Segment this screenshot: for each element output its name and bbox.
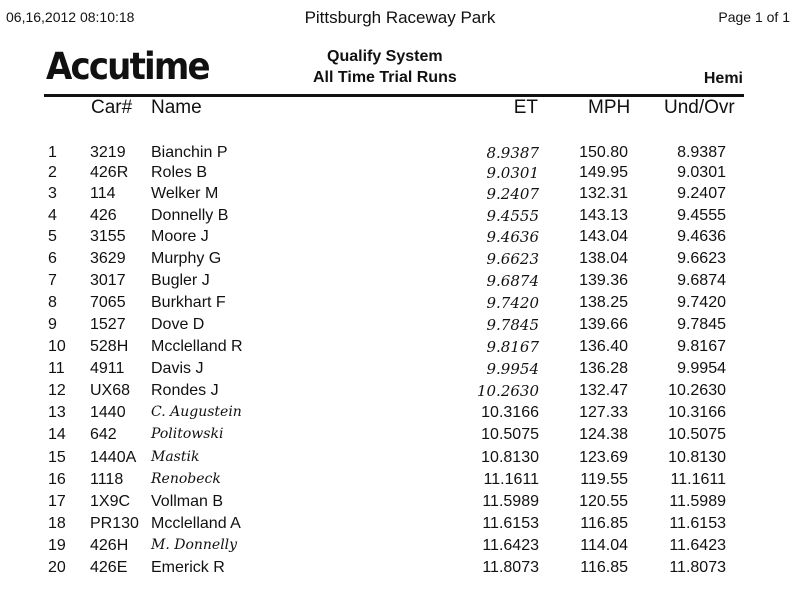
column-header-und-ovr: Und/Ovr <box>664 97 735 118</box>
driver-name: Murphy G <box>151 250 222 267</box>
table-row <box>0 559 800 579</box>
under-over: 9.4555 <box>677 207 726 224</box>
table-row <box>0 338 800 358</box>
car-number: 426E <box>90 559 128 576</box>
class-label: Hemi <box>703 70 743 87</box>
elapsed-time: 8.9387 <box>486 144 539 162</box>
car-number: 3017 <box>90 272 126 289</box>
speed-mph: 149.95 <box>579 164 628 181</box>
elapsed-time: 9.4555 <box>486 207 539 225</box>
position: 11 <box>48 360 65 377</box>
driver-name: Renobeck <box>151 471 221 487</box>
elapsed-time: 9.6874 <box>486 272 539 290</box>
speed-mph: 139.66 <box>579 316 628 333</box>
position: 7 <box>48 272 57 289</box>
column-header-car: Car# <box>91 97 133 118</box>
car-number: 4911 <box>90 360 125 377</box>
speed-mph: 116.85 <box>580 515 628 532</box>
elapsed-time: 9.7420 <box>486 294 539 312</box>
position: 1 <box>48 144 57 161</box>
table-row <box>0 316 800 336</box>
table-row <box>0 164 800 184</box>
table-row <box>0 471 800 491</box>
system-title: Qualify System <box>327 48 443 65</box>
elapsed-time: 11.5989 <box>482 493 539 510</box>
under-over: 10.3166 <box>668 404 726 421</box>
driver-name: Mcclelland R <box>151 338 243 355</box>
driver-name: Emerick R <box>151 559 225 576</box>
header-divider <box>44 94 744 97</box>
position: 15 <box>48 449 66 466</box>
under-over: 9.2407 <box>677 185 726 202</box>
elapsed-time: 10.8130 <box>481 449 539 466</box>
under-over: 8.9387 <box>677 144 726 161</box>
accutime-logo: Accutime <box>46 45 209 88</box>
driver-name: M. Donnelly <box>151 537 238 553</box>
table-row <box>0 515 800 535</box>
position: 13 <box>48 404 66 421</box>
under-over: 11.8073 <box>669 559 726 576</box>
under-over: 11.1611 <box>670 471 726 488</box>
speed-mph: 143.04 <box>579 228 628 245</box>
speed-mph: 136.40 <box>579 338 628 355</box>
position: 9 <box>48 316 57 333</box>
table-row <box>0 426 800 446</box>
table-row <box>0 382 800 402</box>
speed-mph: 138.25 <box>579 294 628 311</box>
car-number: 1X9C <box>90 493 131 510</box>
speed-mph: 138.04 <box>579 250 628 267</box>
table-row <box>0 449 800 469</box>
driver-name: Politowski <box>151 426 224 442</box>
position: 8 <box>48 294 57 311</box>
elapsed-time: 9.9954 <box>486 360 539 378</box>
car-number: 3219 <box>90 144 126 161</box>
driver-name: Rondes J <box>151 382 219 399</box>
car-number: 114 <box>90 185 116 202</box>
speed-mph: 139.36 <box>579 272 628 289</box>
driver-name: Bugler J <box>151 272 210 289</box>
under-over: 11.6423 <box>669 537 726 554</box>
under-over: 9.8167 <box>677 338 726 355</box>
elapsed-time: 10.3166 <box>481 404 539 421</box>
page-number: Page 1 of 1 <box>718 9 790 25</box>
elapsed-time: 9.6623 <box>486 250 539 268</box>
table-row <box>0 294 800 314</box>
column-header-name: Name <box>151 97 202 118</box>
elapsed-time: 11.1611 <box>483 471 539 488</box>
under-over: 9.4636 <box>677 228 726 245</box>
driver-name: Moore J <box>151 228 209 245</box>
speed-mph: 127.33 <box>579 404 628 421</box>
position: 19 <box>48 537 66 554</box>
position: 6 <box>48 250 57 267</box>
table-row <box>0 493 800 513</box>
table-row <box>0 250 800 270</box>
under-over: 9.0301 <box>677 164 726 181</box>
speed-mph: 120.55 <box>579 493 628 510</box>
car-number: 1440 <box>90 404 126 421</box>
speed-mph: 143.13 <box>579 207 628 224</box>
elapsed-time: 11.6153 <box>482 515 539 532</box>
under-over: 9.9954 <box>677 360 726 377</box>
car-number: 3155 <box>90 228 126 245</box>
report-subtitle: All Time Trial Runs <box>313 69 457 86</box>
under-over: 9.6623 <box>677 250 726 267</box>
driver-name: Bianchin P <box>151 144 228 161</box>
table-row <box>0 185 800 205</box>
elapsed-time: 11.6423 <box>482 537 539 554</box>
position: 10 <box>48 338 66 355</box>
car-number: PR130 <box>90 515 139 532</box>
table-row <box>0 537 800 557</box>
under-over: 10.8130 <box>668 449 726 466</box>
driver-name: Welker M <box>151 185 219 202</box>
under-over: 11.5989 <box>669 493 726 510</box>
car-number: 426 <box>90 207 117 224</box>
under-over: 9.7420 <box>677 294 726 311</box>
position: 18 <box>48 515 66 532</box>
car-number: 7065 <box>90 294 126 311</box>
table-row <box>0 404 800 424</box>
car-number: 642 <box>90 426 117 443</box>
driver-name: Mcclelland A <box>151 515 241 532</box>
table-row <box>0 144 800 164</box>
elapsed-time: 9.2407 <box>486 185 539 203</box>
car-number: 1527 <box>90 316 126 333</box>
elapsed-time: 10.5075 <box>481 426 539 443</box>
driver-name: Davis J <box>151 360 204 377</box>
speed-mph: 123.69 <box>579 449 628 466</box>
table-row <box>0 272 800 292</box>
position: 20 <box>48 559 66 576</box>
speed-mph: 116.85 <box>580 559 628 576</box>
elapsed-time: 9.7845 <box>486 316 539 334</box>
under-over: 9.7845 <box>677 316 726 333</box>
car-number: 426H <box>90 537 129 554</box>
elapsed-time: 10.2630 <box>476 382 539 400</box>
elapsed-time: 9.8167 <box>486 338 539 356</box>
position: 17 <box>48 493 66 510</box>
car-number: 426R <box>90 164 129 181</box>
speed-mph: 124.38 <box>579 426 628 443</box>
driver-name: C. Augustein <box>151 404 242 420</box>
driver-name: Burkhart F <box>151 294 226 311</box>
driver-name: Dove D <box>151 316 205 333</box>
report-datetime: 06,16,2012 08:10:18 <box>6 9 135 25</box>
position: 5 <box>48 228 57 245</box>
table-row <box>0 228 800 248</box>
position: 12 <box>48 382 66 399</box>
under-over: 9.6874 <box>677 272 726 289</box>
driver-name: Donnelly B <box>151 207 229 224</box>
position: 14 <box>48 426 66 443</box>
column-header-et: ET <box>513 97 538 118</box>
speed-mph: 114.04 <box>580 537 628 554</box>
car-number: 1440A <box>90 449 137 466</box>
speed-mph: 132.31 <box>579 185 628 202</box>
under-over: 11.6153 <box>669 515 726 532</box>
speed-mph: 132.47 <box>579 382 628 399</box>
under-over: 10.2630 <box>668 382 726 399</box>
elapsed-time: 11.8073 <box>482 559 539 576</box>
table-row <box>0 360 800 380</box>
position: 16 <box>48 471 66 488</box>
under-over: 10.5075 <box>668 426 726 443</box>
venue-title: Pittsburgh Raceway Park <box>304 8 496 27</box>
driver-name: Mastik <box>151 449 200 465</box>
position: 3 <box>48 185 57 202</box>
car-number: 528H <box>90 338 129 355</box>
car-number: 1118 <box>90 471 124 488</box>
car-number: 3629 <box>90 250 126 267</box>
table-row <box>0 207 800 227</box>
column-header-mph: MPH <box>588 97 631 118</box>
driver-name: Roles B <box>151 164 208 181</box>
elapsed-time: 9.4636 <box>486 228 539 246</box>
speed-mph: 119.55 <box>580 471 628 488</box>
car-number: UX68 <box>90 382 131 399</box>
position: 2 <box>48 164 57 181</box>
speed-mph: 136.28 <box>579 360 628 377</box>
speed-mph: 150.80 <box>579 144 628 161</box>
position: 4 <box>48 207 57 224</box>
driver-name: Vollman B <box>151 493 224 510</box>
elapsed-time: 9.0301 <box>486 164 539 182</box>
